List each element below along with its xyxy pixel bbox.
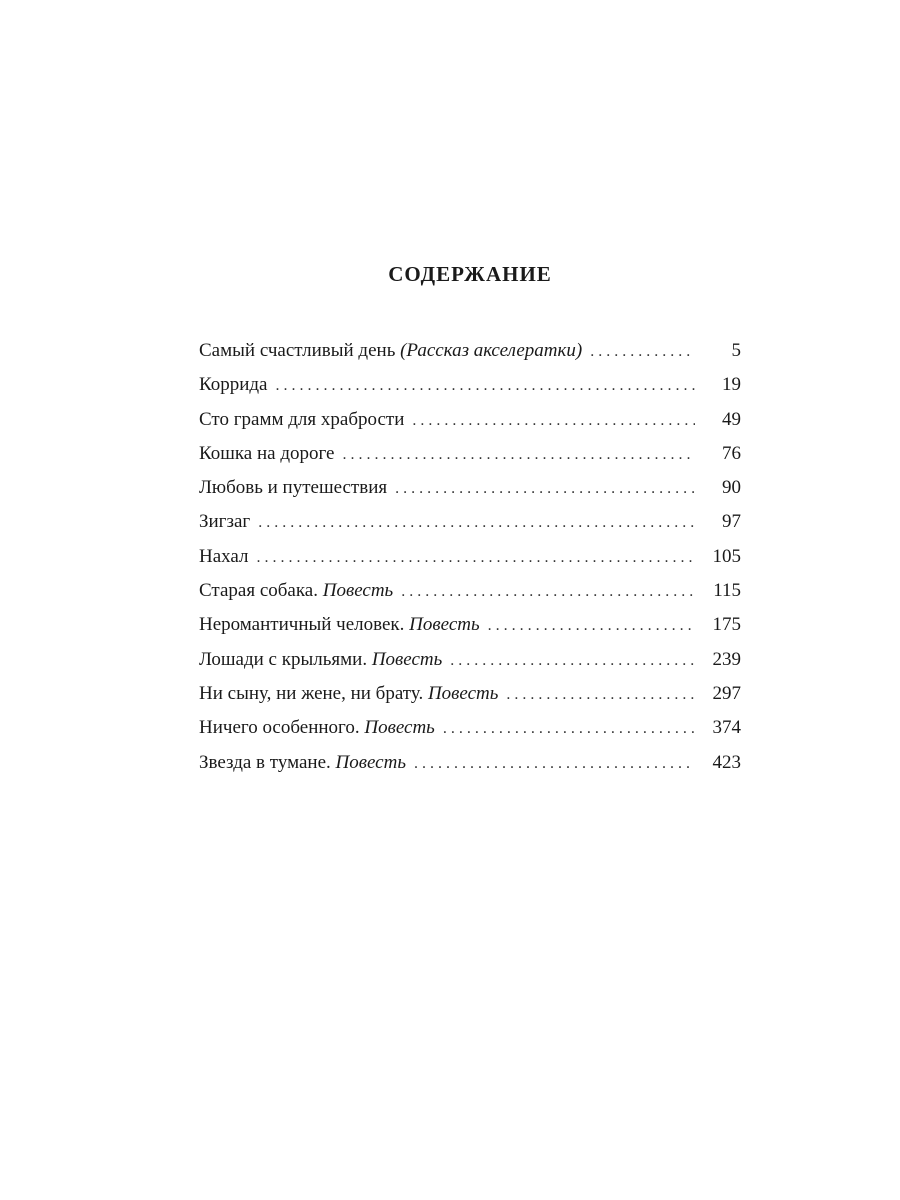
- toc-page-number: 423: [712, 751, 741, 773]
- toc-entry-title: Коррида: [199, 374, 268, 396]
- toc-entry: [199, 437, 741, 471]
- toc-entry: [199, 368, 741, 402]
- toc-entry: [199, 711, 741, 745]
- toc-entry: [199, 677, 741, 711]
- toc-entry-label: [199, 574, 401, 608]
- toc-entry-genre: Повесть: [335, 751, 406, 773]
- toc-entry-label: [199, 540, 257, 574]
- toc-page-number: 105: [712, 545, 741, 567]
- toc-page-number: 115: [713, 580, 741, 602]
- dot-leader: [590, 335, 695, 369]
- dot-leader: [506, 678, 695, 712]
- toc-page-number: 297: [712, 682, 741, 704]
- toc-entry-title: Кошка на дороге: [199, 442, 335, 464]
- toc-entry-title: Нахал: [199, 545, 249, 567]
- toc-entry-label: [199, 471, 395, 505]
- dot-leader: [258, 506, 695, 540]
- toc-entry-title: Любовь и путешествия: [199, 477, 388, 499]
- toc-entry-label: [199, 334, 590, 368]
- toc-page-number: 374: [712, 717, 741, 739]
- toc-entry-title: Неромантичный человек.: [199, 614, 405, 636]
- toc-entry-label: [199, 746, 414, 780]
- dot-leader: [257, 541, 696, 575]
- toc-entry: [199, 540, 741, 574]
- toc-entry-title: Ни сыну, ни жене, ни брату.: [199, 682, 424, 704]
- toc-entry: [199, 505, 741, 539]
- toc-entry-title: Зигзаг: [199, 511, 251, 533]
- toc-entry: [199, 643, 741, 677]
- toc-entry-genre: (Рассказ акселератки): [400, 340, 583, 361]
- toc-page-number: 5: [731, 340, 741, 361]
- toc-entry: [199, 403, 741, 437]
- toc-entry-title: Старая собака.: [199, 580, 318, 602]
- toc-entry-genre: Повесть: [364, 717, 435, 739]
- toc-entry: [199, 334, 741, 368]
- toc-entry-title: Звезда в тумане.: [199, 751, 331, 773]
- toc-entry-label: [199, 505, 258, 539]
- dot-leader: [342, 438, 695, 472]
- dot-leader: [488, 609, 695, 643]
- dot-leader: [414, 747, 695, 781]
- toc-entry-title: Сто грамм для храбрости: [199, 408, 405, 430]
- toc-page-number: 49: [722, 408, 741, 430]
- toc-page-number: 239: [712, 648, 741, 670]
- toc-entry-genre: Повесть: [427, 682, 499, 704]
- toc-page-number: 97: [722, 511, 741, 533]
- dot-leader: [450, 644, 695, 678]
- toc-entry-label: [199, 403, 412, 437]
- dot-leader: [443, 712, 695, 746]
- toc-entry-label: [199, 437, 342, 471]
- toc-page-number: 19: [722, 374, 741, 396]
- toc-entry-genre: Повесть: [322, 580, 394, 602]
- toc-entry-label: [199, 608, 488, 642]
- toc-entry-title: Ничего особенного.: [199, 717, 360, 739]
- toc-entry-genre: Повесть: [409, 614, 480, 636]
- toc-entry-genre: Повесть: [371, 648, 443, 670]
- toc-list: [199, 334, 741, 780]
- toc-title: СОДЕРЖАНИЕ: [388, 262, 552, 286]
- toc-page-number: 175: [712, 614, 741, 636]
- toc-entry-label: [199, 368, 276, 402]
- toc-entry-title: Самый счастливый день: [199, 340, 396, 361]
- toc-entry-label: [199, 643, 450, 677]
- dot-leader: [412, 404, 695, 438]
- toc-page-number: 76: [722, 442, 741, 464]
- toc-entry-label: [199, 677, 506, 711]
- dot-leader: [401, 575, 695, 609]
- dot-leader: [276, 369, 696, 403]
- toc-entry: [199, 608, 741, 642]
- dot-leader: [395, 472, 695, 506]
- toc-entry-title: Лошади с крыльями.: [199, 648, 368, 670]
- toc-entry: [199, 471, 741, 505]
- toc-entry-label: [199, 711, 443, 745]
- toc-page-number: 90: [722, 477, 741, 499]
- toc-entry: [199, 746, 741, 780]
- toc-entry: [199, 574, 741, 608]
